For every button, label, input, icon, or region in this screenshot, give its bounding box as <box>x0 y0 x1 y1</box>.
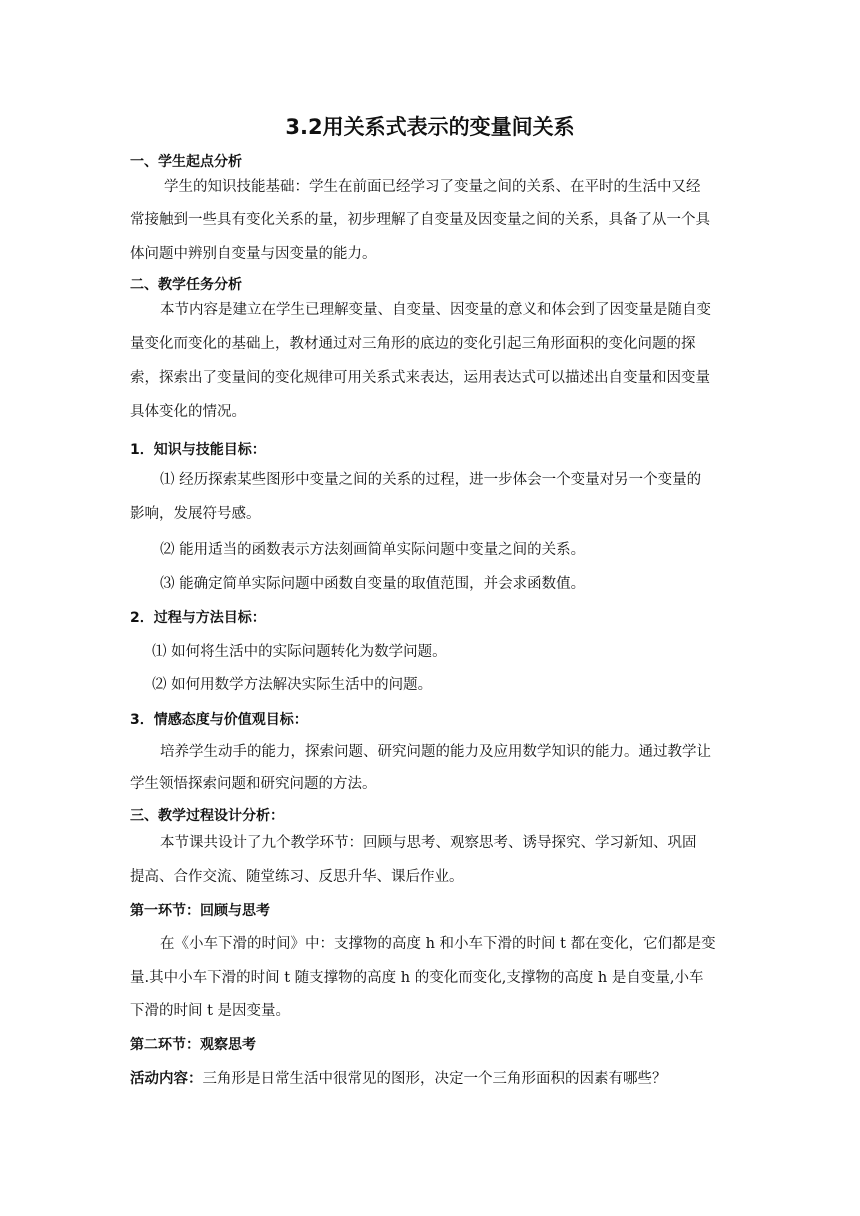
heading-process-design: 三、教学过程设计分析： <box>130 808 284 824</box>
paragraph-line: 索，探索出了变量间的变化规律可用关系式来表达，运用表达式可以描述出自变量和因变量 <box>130 370 710 386</box>
paragraph-line: 在《小车下滑的时间》中：支撑物的高度 h 和小车下滑的时间 t 都在变化，它们都是变 <box>160 936 716 952</box>
paragraph-line: 学生领悟探索问题和研究问题的方法。 <box>130 776 377 792</box>
heading-student-analysis: 一、学生起点分析 <box>130 154 242 170</box>
list-item: ⑵ 能用适当的函数表示方法刻画简单实际问题中变量之间的关系。 <box>160 542 586 558</box>
paragraph-line: 本节内容是建立在学生已理解变量、自变量、因变量的意义和体会到了因变量是随自变 <box>160 302 711 318</box>
heading-step-one: 第一环节：回顾与思考 <box>130 903 270 919</box>
heading-task-analysis: 二、教学任务分析 <box>130 277 242 293</box>
list-item: ⑴ 如何将生活中的实际问题转化为数学问题。 <box>152 644 447 660</box>
heading-attitude-goals: 3．情感态度与价值观目标： <box>130 712 308 728</box>
activity-line <box>130 1065 730 1093</box>
activity-text: 三角形是日常生活中很常见的图形，决定一个三角形面积的因素有哪些？ <box>202 1071 667 1087</box>
list-item: ⑴ 经历探索某些图形中变量之间的关系的过程，进一步体会一个变量对另一个变量的 <box>160 472 702 488</box>
paragraph-line: 体问题中辨别自变量与因变量的能力。 <box>130 246 377 262</box>
paragraph-line: 培养学生动手的能力，探索问题、研究问题的能力及应用数学知识的能力。通过教学让 <box>160 744 711 760</box>
document-title: 3.2用关系式表示的变量间关系 <box>285 115 575 139</box>
list-item-continued: 影响，发展符号感。 <box>130 506 261 522</box>
paragraph-line: 量变化而变化的基础上，教材通过对三角形的底边的变化引起三角形面积的变化问题的探 <box>130 336 696 352</box>
paragraph-line: 常接触到一些具有变化关系的量，初步理解了自变量及因变量之间的关系，具备了从一个具 <box>130 212 710 228</box>
heading-process-goals: 2．过程与方法目标： <box>130 610 266 626</box>
paragraph-line: 提高、合作交流、随堂练习、反思升华、课后作业。 <box>130 869 464 885</box>
list-item: ⑶ 能确定简单实际问题中函数自变量的取值范围，并会求函数值。 <box>160 576 586 592</box>
paragraph-line: 下滑的时间 t 是因变量。 <box>130 1003 291 1019</box>
activity-label: 活动内容： <box>130 1071 203 1087</box>
heading-step-two: 第二环节：观察思考 <box>130 1037 256 1053</box>
paragraph-line: 学生的知识技能基础：学生在前面已经学习了变量之间的关系、在平时的生活中又经 <box>164 179 701 195</box>
paragraph-line: 具体变化的情况。 <box>130 404 246 420</box>
paragraph-line: 本节课共设计了九个教学环节：回顾与思考、观察思考、诱导探究、学习新知、巩固 <box>160 835 697 851</box>
paragraph-line: 量.其中小车下滑的时间 t 随支撑物的高度 h 的变化而变化,支撑物的高度 h 是自变量,小车 <box>130 970 704 986</box>
list-item: ⑵ 如何用数学方法解决实际生活中的问题。 <box>152 677 433 693</box>
heading-knowledge-goals: 1．知识与技能目标： <box>130 442 266 458</box>
